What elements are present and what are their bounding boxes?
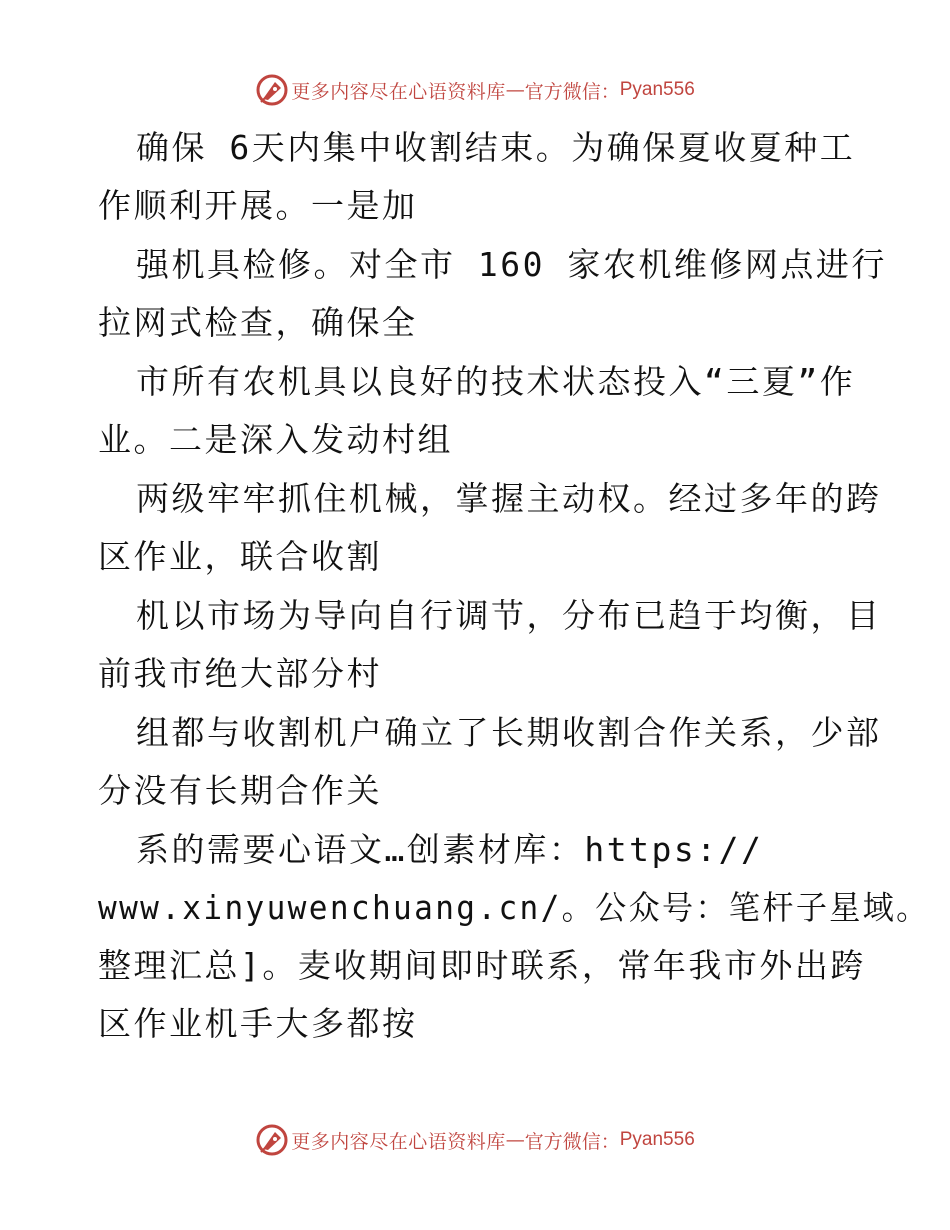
body-line: 业。二是深入发动村组 — [98, 420, 453, 459]
header-banner-separator: — — [505, 79, 525, 101]
body-line: 两级牢牢抓住机械，掌握主动权。经过多年的跨 — [136, 479, 882, 518]
body-line: 区作业，联合收割 — [98, 537, 382, 576]
footer-wechat-label: 官方微信： — [524, 1130, 620, 1153]
body-line: 强机具检修。对全市 160 家农机维修网点进行 — [136, 245, 887, 284]
footer-wechat-id: Pyan556 — [619, 1129, 695, 1150]
body-line: 作顺利开展。一是加 — [98, 186, 418, 225]
body-line: 市所有农机具以良好的技术状态投入“三夏”作 — [136, 362, 856, 401]
header-banner-text: 更多内容尽在心语资料库 — [291, 80, 506, 103]
pen-nib-logo-icon — [255, 1123, 289, 1157]
footer-banner-separator: — — [505, 1129, 525, 1151]
body-line: 系的需要心语文…创素材库：https:// — [136, 830, 764, 869]
header-wechat-id: Pyan556 — [619, 79, 695, 100]
footer-banner-text: 更多内容尽在心语资料库 — [291, 1130, 506, 1153]
header-wechat-label: 官方微信： — [524, 80, 620, 103]
body-line: 组都与收割机户确立了长期收割合作关系，少部 — [136, 713, 882, 752]
body-line: www.xinyuwenchuang.cn/。公众号：笔杆子星域。 — [98, 888, 930, 927]
body-line: 拉网式检查，确保全 — [98, 303, 418, 342]
body-line: 整理汇总]。麦收期间即时联系，常年我市外出跨 — [98, 946, 866, 985]
footer-banner — [0, 1120, 950, 1160]
body-line: 分没有长期合作关 — [98, 771, 382, 810]
body-line: 确保 6天内集中收割结束。为确保夏收夏种工 — [136, 128, 856, 167]
body-line: 前我市绝大部分村 — [98, 654, 382, 693]
body-line: 机以市场为导向自行调节，分布已趋于均衡，目 — [136, 596, 882, 635]
body-line: 区作业机手大多都按 — [98, 1004, 418, 1043]
